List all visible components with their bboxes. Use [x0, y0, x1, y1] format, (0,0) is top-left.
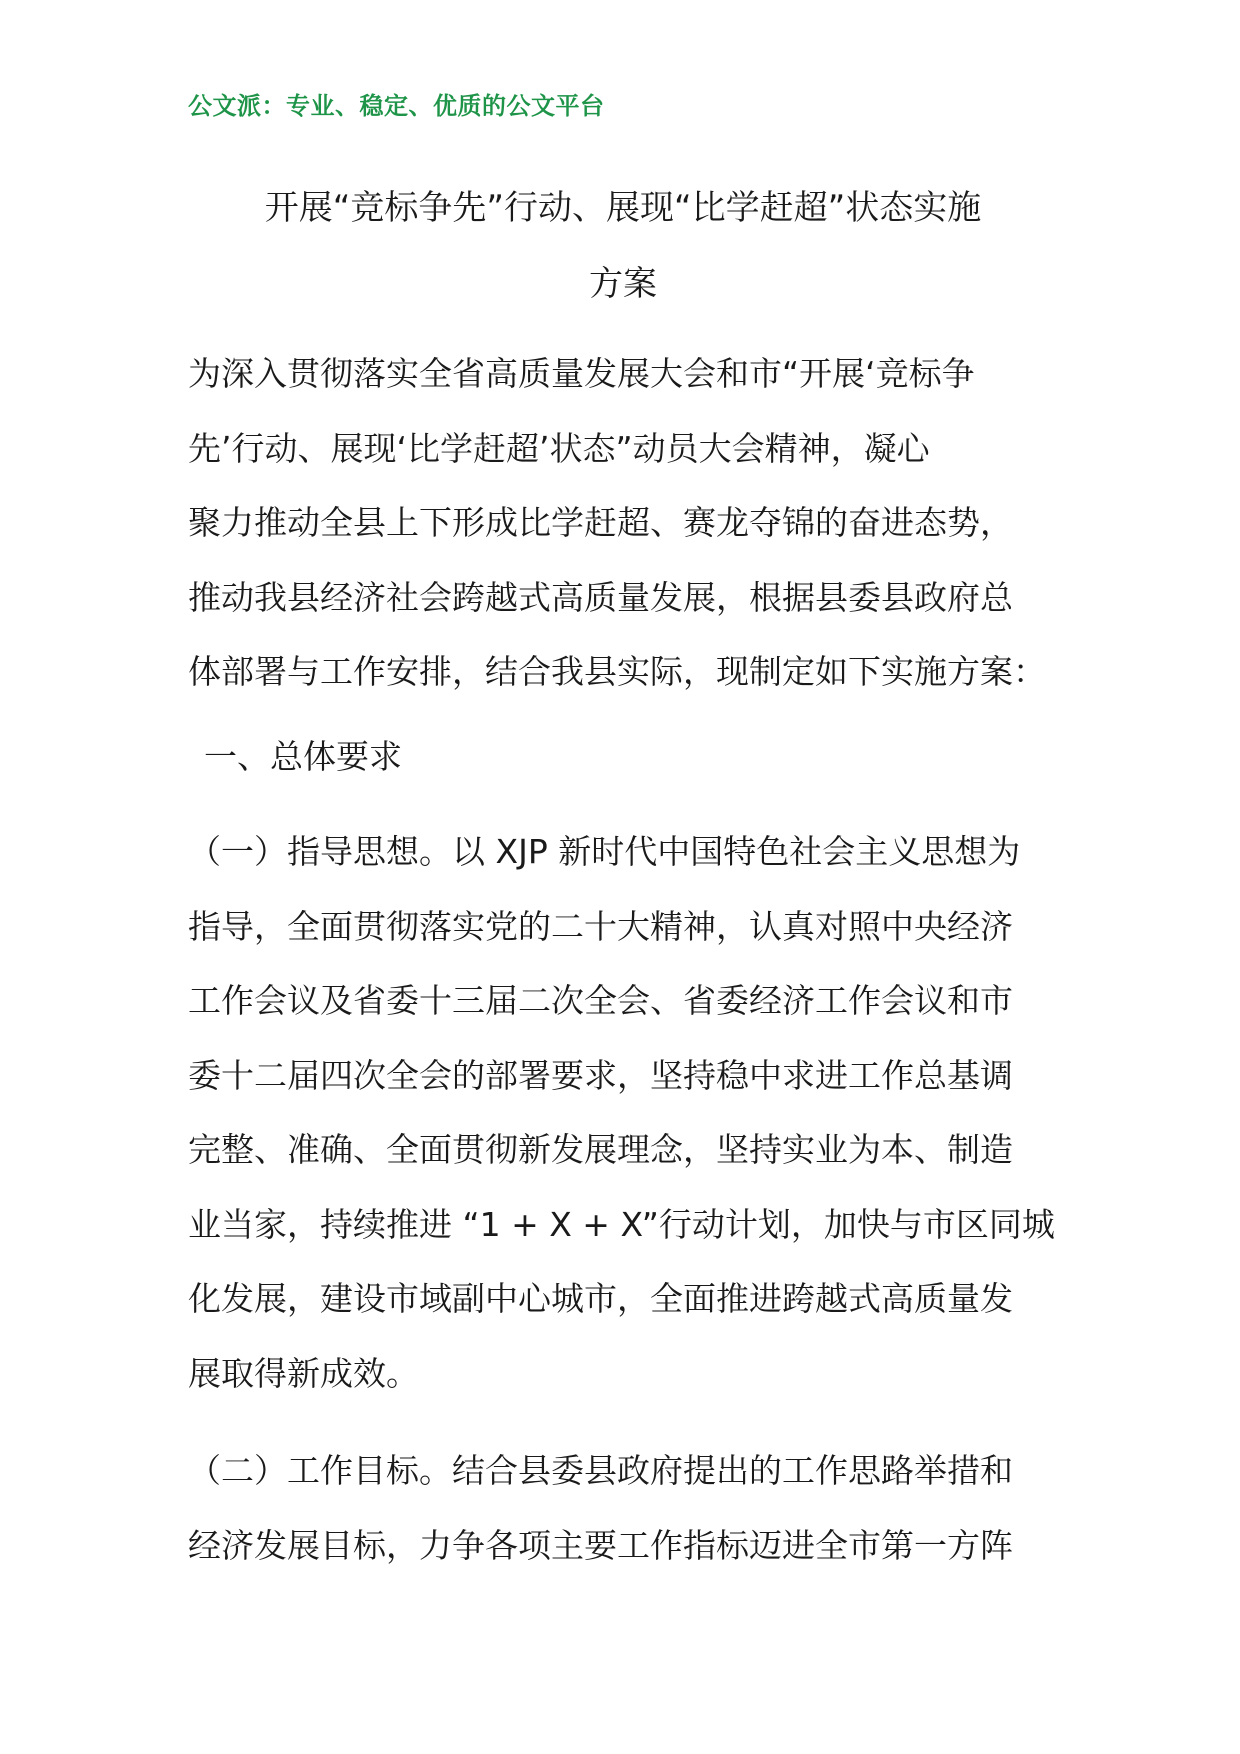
- paragraph-line: 体部署与工作安排，结合我县实际，现制定如下实施方案：: [188, 652, 1046, 691]
- paragraph-line: 完整、准确、全面贯彻新发展理念，坚持实业为本、制造: [188, 1130, 1013, 1169]
- paragraph-line: 推动我县经济社会跨越式高质量发展，根据县委县政府总: [188, 577, 1013, 617]
- paragraph-line: 指导，全面贯彻落实党的二十大精神，认真对照中央经济: [188, 906, 1013, 946]
- title-line: 方案: [589, 264, 657, 304]
- paragraph-line: 业当家，持续推进 “1 + X + X”行动计划，加快与市区同城: [188, 1204, 1055, 1244]
- section-heading: 一、总体要求: [204, 737, 402, 776]
- paragraph-line: 聚力推动全县上下形成比学赶超、赛龙夺锦的奋进态势，: [188, 503, 1013, 542]
- paragraph-line: （一）指导思想。以 XJP 新时代中国特色社会主义思想为: [188, 832, 1021, 871]
- intro-paragraph: [188, 337, 1058, 710]
- paragraph-line: 为深入贯彻落实全省高质量发展大会和市“开展‘竞标争: [188, 354, 975, 393]
- paragraph-line: 委十二届四次全会的部署要求，坚持稳中求进工作总基调: [188, 1055, 1013, 1095]
- guiding-thought-paragraph: [188, 815, 1058, 1411]
- paragraph-line: 化发展，建设市域副中心城市，全面推进跨越式高质量发: [188, 1279, 1013, 1318]
- paragraph-line: 经济发展目标，力争各项主要工作指标迈进全市第一方阵: [188, 1525, 1013, 1565]
- document-title: [188, 170, 1058, 322]
- title-line: 开展“竞标争先”行动、展现“比学赶超”状态实施: [264, 188, 982, 228]
- brand-header: 公文派：专业、稳定、优质的公文平台: [188, 92, 605, 120]
- paragraph-line: 先’行动、展现‘比学赶超’状态”动员大会精神，凝心: [188, 428, 930, 468]
- paragraph-line: （二）工作目标。结合县委县政府提出的工作思路举措和: [188, 1451, 1013, 1490]
- work-goal-paragraph: [188, 1434, 1058, 1583]
- paragraph-line: 工作会议及省委十三届二次全会、省委经济工作会议和市: [188, 981, 1013, 1020]
- paragraph-line: 展取得新成效。: [188, 1353, 419, 1393]
